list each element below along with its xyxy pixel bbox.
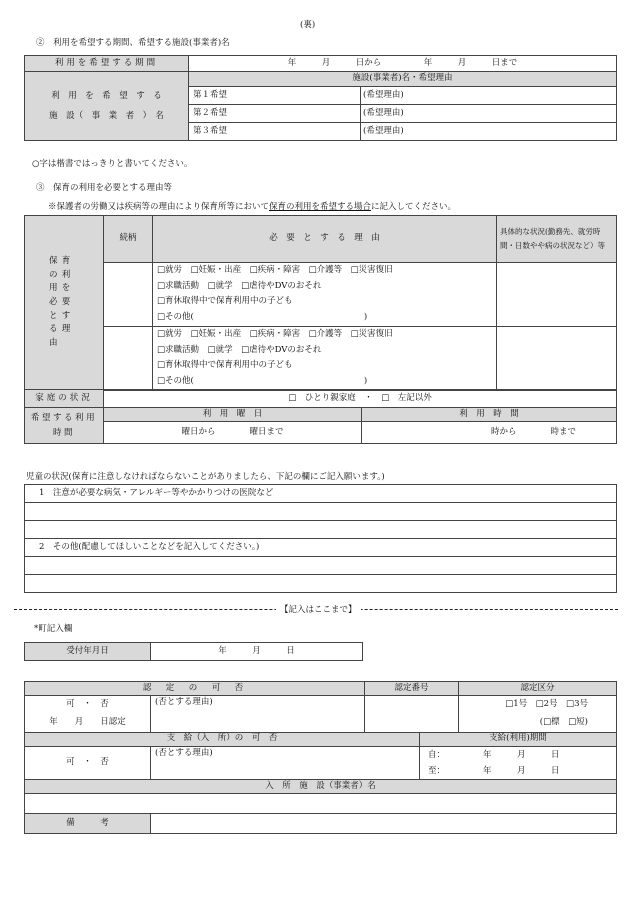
time-label: 希望する利用時間 <box>25 408 104 444</box>
reason-header: 必 要 と す る 理 由 <box>153 216 497 263</box>
child-status-title: 児童の状況(保育に注意しなければならないことがありましたら、下記の欄にご記入願います。) <box>26 472 385 482</box>
hour-header: 利 用 時 間 <box>362 408 617 422</box>
facility-label: 利 用 を 希 望 す る 施 設（ 事 業 者 ） 名 <box>25 72 189 141</box>
cert-number-header: 認定番号 <box>365 682 459 696</box>
cert-reason-field[interactable]: (否とする理由) <box>151 696 365 733</box>
child-status-table <box>24 484 617 593</box>
section3-title: ③ 保育の利用を必要とする理由等 <box>36 183 173 193</box>
cert-header: 認 定 の 可 否 <box>25 682 365 696</box>
remarks-field[interactable] <box>151 813 617 833</box>
detail-field-1[interactable] <box>497 263 617 327</box>
relation-field-2[interactable] <box>104 326 153 390</box>
choice-1-label: 第１希望 <box>189 87 361 105</box>
family-time-table <box>24 389 617 444</box>
supply-header: 支 給（入 所）の 可 否 <box>25 732 420 746</box>
received-date-field[interactable]: 年 月 日 <box>151 643 363 661</box>
reason-checkboxes-2[interactable]: □就労 □妊娠・出産 □疾病・障害 □介護等 □災害復旧 □求職活動 □就学 □虐待やDVのおそれ □育休取得中で保育利用中の子ども □その他( ) <box>153 326 497 390</box>
relation-field-1[interactable] <box>104 263 153 327</box>
hour-field[interactable]: 時から 時まで <box>362 422 617 444</box>
facility-header: 施設(事業者)名・希望理由 <box>189 72 617 87</box>
child-item1-line2[interactable] <box>25 521 617 539</box>
admission-facility-header: 入 所 施 設（事業者）名 <box>25 779 617 793</box>
child-item2-line1[interactable] <box>25 557 617 575</box>
town-section-title: *町記入欄 <box>34 624 73 634</box>
family-status-checkboxes[interactable]: □ ひとり親家庭 ・ □ 左記以外 <box>104 390 617 408</box>
child-item2-label: 2 その他(配慮してほしいことなどを記入してください。) <box>25 539 617 557</box>
cert-class-field[interactable]: □1号 □2号 □3号 (□標 □短) <box>459 696 617 733</box>
certification-table <box>24 681 617 834</box>
choice-2-reason-field[interactable]: (希望理由) <box>361 105 617 123</box>
child-item2-line2[interactable] <box>25 575 617 593</box>
section2-title: ② 利用を希望する期間、希望する施設(事業者)名 <box>36 38 230 48</box>
cert-class-header: 認定区分 <box>459 682 617 696</box>
choice-3-reason-field[interactable]: (希望理由) <box>361 123 617 141</box>
family-label: 家庭の状況 <box>25 390 104 408</box>
received-date-table <box>24 642 363 661</box>
child-item1-label: 1 注意が必要な病気・アレルギー等やかかりつけの医院など <box>25 485 617 503</box>
child-item1-line1[interactable] <box>25 503 617 521</box>
reason-checkboxes-1[interactable]: □就労 □妊娠・出産 □疾病・障害 □介護等 □災害復旧 □求職活動 □就学 □虐待やDVのおそれ □育休取得中で保育利用中の子ども □その他( ) <box>153 263 497 327</box>
handwriting-note: ○字は楷書ではっきりと書いてください。 <box>32 159 193 169</box>
reverse-marker: (裏) <box>300 20 316 30</box>
remarks-label: 備 考 <box>25 813 151 833</box>
supply-period-field[interactable]: 自： 年 月 日 至： 年 月 日 <box>420 746 617 779</box>
choice-2-label: 第２希望 <box>189 105 361 123</box>
day-header: 利 用 曜 日 <box>104 408 362 422</box>
cert-number-field[interactable] <box>365 696 459 733</box>
choice-3-label: 第３希望 <box>189 123 361 141</box>
supply-period-header: 支給(利用)期間 <box>420 732 617 746</box>
received-label: 受付年月日 <box>25 643 151 661</box>
period-facility-table <box>24 55 617 141</box>
period-label: 利用を希望する期間 <box>25 56 189 72</box>
period-value-field[interactable]: 年 月 日から 年 月 日まで <box>189 56 617 72</box>
section3-note: ※保護者の労働又は疾病等の理由により保育所等において保育の利用を希望する場合に記入してください。 <box>48 202 457 212</box>
reason-row-label: 保育の利用を必要とする理由 <box>25 216 104 391</box>
day-field[interactable]: 曜日から 曜日まで <box>104 422 362 444</box>
supply-reason-field[interactable]: (否とする理由) <box>151 746 420 779</box>
admission-facility-field[interactable] <box>25 793 617 813</box>
choice-1-reason-field[interactable]: (希望理由) <box>361 87 617 105</box>
cut-label: 【記入はここまで】 <box>276 603 361 615</box>
relation-header: 続柄 <box>104 216 153 263</box>
reason-table <box>24 215 617 391</box>
cert-yes-no[interactable]: 可 ・ 否 年 月 日認定 <box>25 696 151 733</box>
detail-field-2[interactable] <box>497 326 617 390</box>
detail-header: 具体的な状況(勤務先、就労時間・日数やや病の状況など）等 <box>497 216 617 263</box>
supply-yes-no[interactable]: 可 ・ 否 <box>25 746 151 779</box>
